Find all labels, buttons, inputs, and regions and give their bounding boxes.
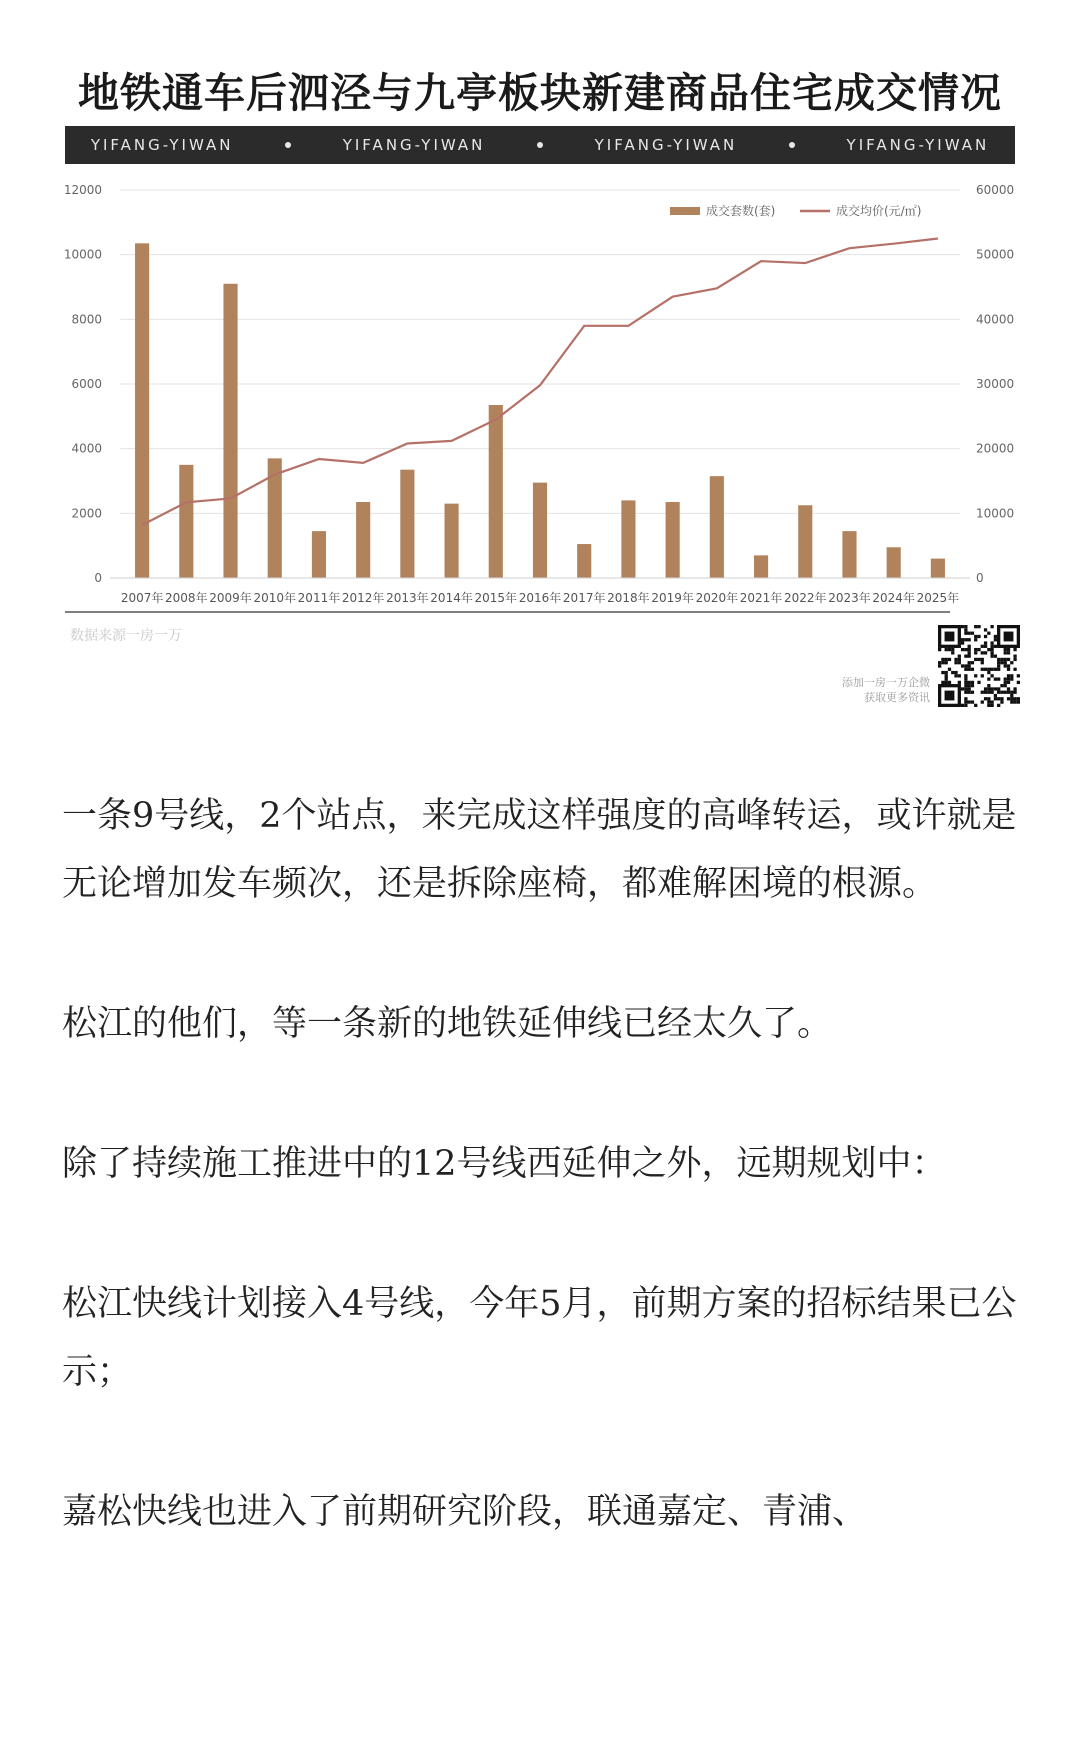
x-tick-label: 2010年 xyxy=(253,591,297,605)
chart-title: 地铁通车后泗泾与九亭板块新建商品住宅成交情况 xyxy=(78,69,1002,117)
y-right-tick-label: 40000 xyxy=(976,312,1015,327)
bar xyxy=(400,470,414,578)
banner-text: YIFANG-YIWAN xyxy=(90,136,234,154)
x-tick-label: 2007年 xyxy=(120,591,164,605)
x-tick-label: 2014年 xyxy=(430,591,473,605)
banner-text: YIFANG-YIWAN xyxy=(594,136,738,154)
bar xyxy=(577,544,591,578)
qr-code-icon[interactable] xyxy=(938,625,1020,707)
bar xyxy=(445,504,459,578)
y-right-tick-label: 0 xyxy=(976,571,984,585)
banner-text: YIFANG-YIWAN xyxy=(846,136,990,154)
article-paragraph: 松江的他们，等一条新的地铁延伸线已经太久了。 xyxy=(62,1004,833,1044)
x-tick-label: 2020年 xyxy=(695,591,739,605)
bar xyxy=(842,531,856,578)
x-tick-label: 2015年 xyxy=(474,591,518,605)
brand-banner xyxy=(65,126,1015,164)
banner-dot xyxy=(285,142,291,148)
bar xyxy=(666,502,680,578)
bar xyxy=(887,547,901,578)
bar xyxy=(533,483,547,578)
bar xyxy=(135,243,149,578)
bar xyxy=(356,502,370,578)
bar xyxy=(754,555,768,578)
y-right-tick-label: 20000 xyxy=(976,441,1015,456)
x-tick-label: 2019年 xyxy=(651,591,694,605)
bar xyxy=(489,405,503,578)
x-tick-label: 2012年 xyxy=(341,591,385,605)
banner-text: YIFANG-YIWAN xyxy=(342,136,486,154)
qr-caption-line: 获取更多资讯 xyxy=(864,691,930,704)
x-tick-label: 2022年 xyxy=(783,591,827,605)
x-tick-label: 2017年 xyxy=(562,591,606,605)
bar xyxy=(312,531,326,578)
x-tick-label: 2025年 xyxy=(916,591,960,605)
article-paragraph: 一条9号线，2个站点，来完成这样强度的高峰转运，或许就是无论增加发车频次，还是拆除座椅，都难解困境的根源。 xyxy=(62,796,1017,904)
article-paragraph: 除了持续施工推进中的12号线西延伸之外，远期规划中： xyxy=(62,1144,947,1184)
legend-label: 成交均价(元/㎡) xyxy=(836,204,922,218)
x-tick-label: 2011年 xyxy=(297,591,341,605)
legend-label: 成交套数(套) xyxy=(706,204,776,218)
qr-caption-line: 添加一房一万企微 xyxy=(842,676,930,689)
bar xyxy=(798,505,812,578)
y-left-tick-label: 10000 xyxy=(63,247,102,262)
x-tick-label: 2009年 xyxy=(209,591,252,605)
bar xyxy=(621,500,635,578)
y-right-tick-label: 10000 xyxy=(976,506,1015,521)
banner-dot xyxy=(537,142,543,148)
article-paragraph: 松江快线计划接入4号线，今年5月，前期方案的招标结果已公示； xyxy=(62,1284,1017,1392)
qr-caption xyxy=(790,675,930,705)
y-left-tick-label: 0 xyxy=(94,571,102,585)
y-left-tick-label: 12000 xyxy=(63,183,102,197)
y-right-tick-label: 60000 xyxy=(976,183,1015,197)
y-left-tick-label: 8000 xyxy=(71,312,102,327)
y-left-tick-label: 6000 xyxy=(71,377,102,391)
combo-chart xyxy=(0,170,1080,620)
y-right-tick-label: 30000 xyxy=(976,377,1015,391)
x-tick-label: 2008年 xyxy=(165,591,208,605)
article-paragraph: 嘉松快线也进入了前期研究阶段，联通嘉定、青浦、 xyxy=(62,1492,868,1532)
x-tick-label: 2016年 xyxy=(518,591,562,605)
data-source-note: 数据来源一房一万 xyxy=(70,628,182,644)
x-tick-label: 2013年 xyxy=(386,591,429,605)
y-right-tick-label: 50000 xyxy=(976,247,1015,262)
banner-dot xyxy=(789,142,795,148)
bar xyxy=(931,559,945,578)
bar xyxy=(710,476,724,578)
x-tick-label: 2018年 xyxy=(607,591,650,605)
legend-swatch-bar xyxy=(670,207,700,215)
x-tick-label: 2024年 xyxy=(872,591,915,605)
bar xyxy=(223,284,237,578)
x-tick-label: 2021年 xyxy=(739,591,783,605)
price-line xyxy=(142,239,938,525)
article-body xyxy=(62,782,1022,1618)
bar xyxy=(179,465,193,578)
y-left-tick-label: 2000 xyxy=(71,506,102,521)
y-left-tick-label: 4000 xyxy=(71,441,102,456)
x-tick-label: 2023年 xyxy=(828,591,871,605)
